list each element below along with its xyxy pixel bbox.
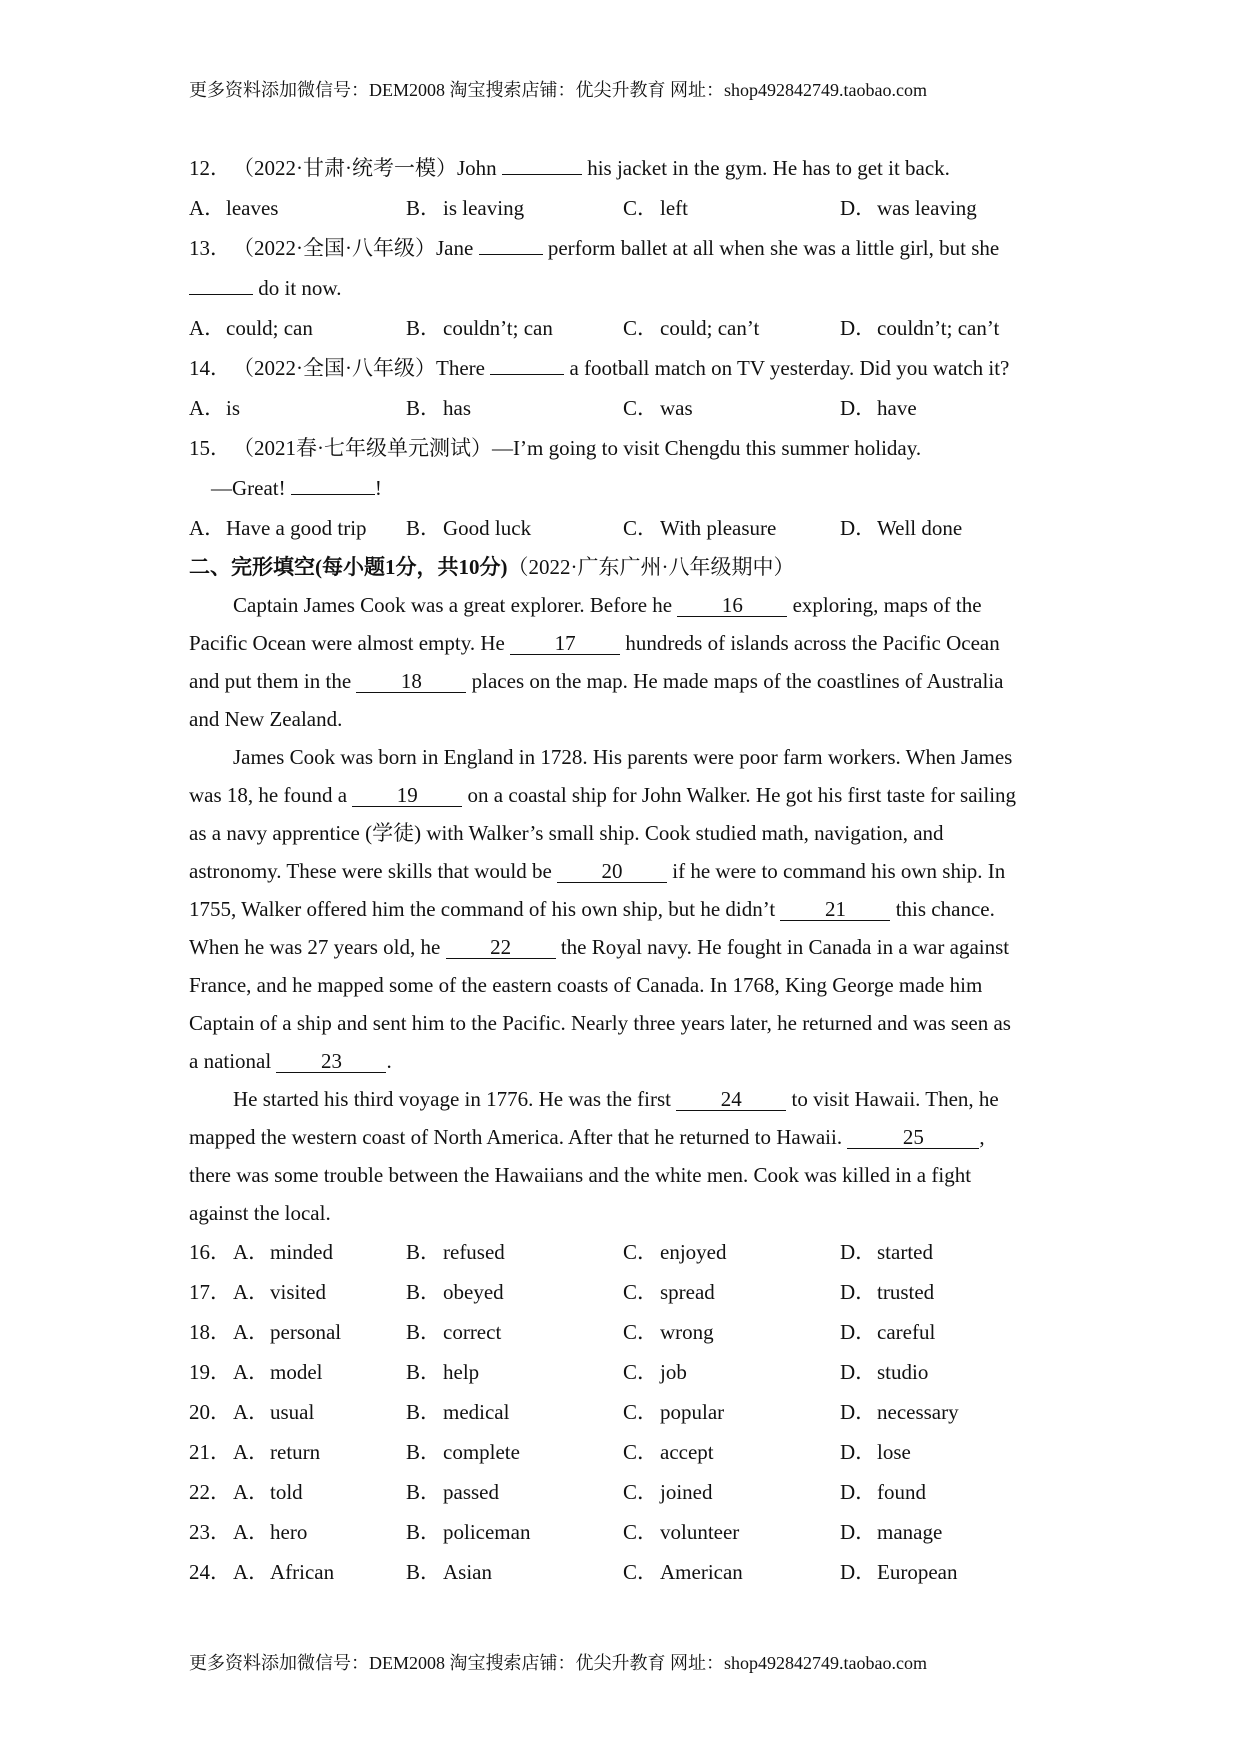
- question-15: [189, 428, 1059, 468]
- answer-blank: [502, 152, 582, 175]
- question-number: 15．: [189, 436, 231, 460]
- option-b: B．passed: [406, 1480, 499, 1504]
- option-b: B．policeman: [406, 1520, 531, 1544]
- question-14: [189, 348, 1059, 388]
- option-c: C．could; can’t: [623, 316, 760, 340]
- option-b: B．correct: [406, 1320, 502, 1344]
- answer-blank: [291, 472, 375, 495]
- option-c: C．enjoyed: [623, 1240, 727, 1264]
- question-12: [189, 148, 1059, 188]
- question-text: a football match on TV yesterday. Did you watch it?: [564, 356, 1010, 380]
- passage-line: a national 23 .: [189, 1049, 392, 1073]
- option-c: C．was: [623, 396, 693, 420]
- question-source: （2022·全国·八年级）: [233, 236, 436, 260]
- numbered-blank: 19: [352, 784, 462, 807]
- option-d: D．European: [840, 1560, 958, 1584]
- options-13: [189, 308, 1059, 348]
- question-source: （2021春·七年级单元测试）: [233, 436, 492, 460]
- option-b: B．has: [406, 396, 471, 420]
- option-a: A．personal: [233, 1320, 342, 1344]
- numbered-blank: 18: [356, 670, 466, 693]
- passage-line: Pacific Ocean were almost empty. He 17 hundreds of islands across the Pacific Ocean: [189, 631, 1000, 655]
- section-heading: [189, 548, 1059, 586]
- cloze-row-21: 21． A．return B．complete C．accept D．lose: [189, 1432, 1059, 1472]
- cloze-row-16: 16． A．minded B．refused C．enjoyed D．started: [189, 1232, 1059, 1272]
- question-number: 13．: [189, 236, 231, 260]
- answer-blank: [490, 352, 564, 375]
- option-d: D．trusted: [840, 1280, 935, 1304]
- question-source: （2022·全国·八年级）: [233, 356, 436, 380]
- option-a: A．usual: [233, 1400, 315, 1424]
- passage-line: mapped the western coast of North America. After that he returned to Hawaii. 25 ,: [189, 1125, 985, 1149]
- option-a: A．could; can: [189, 316, 313, 340]
- cloze-row-17: 17． A．visited B．obeyed C．spread D．trusted: [189, 1272, 1059, 1312]
- option-b: B．medical: [406, 1400, 510, 1424]
- option-b: B．Good luck: [406, 516, 532, 540]
- cloze-options: [189, 1232, 1059, 1592]
- page-header: 更多资料添加微信号：DEM2008 淘宝搜索店铺：优尖升教育 网址：shop492842749.taobao.com: [189, 80, 927, 100]
- option-a: A．visited: [233, 1280, 326, 1304]
- question-text: his jacket in the gym. He has to get it back.: [581, 156, 950, 180]
- option-b: B．refused: [406, 1240, 505, 1264]
- question-text: !: [374, 476, 382, 500]
- option-a: A．hero: [233, 1520, 308, 1544]
- option-a: A．Have a good trip: [189, 516, 367, 540]
- answer-blank: [479, 232, 543, 255]
- option-c: C．popular: [623, 1400, 725, 1424]
- passage-line: and New Zealand.: [189, 707, 343, 731]
- option-c: C．spread: [623, 1280, 715, 1304]
- option-c: C．job: [623, 1360, 687, 1384]
- question-number: 12．: [189, 156, 231, 180]
- question-text: —Great!: [211, 476, 291, 500]
- page-footer: 更多资料添加微信号：DEM2008 淘宝搜索店铺：优尖升教育 网址：shop492842749.taobao.com: [189, 1653, 927, 1673]
- passage-line: Captain of a ship and sent him to the Pacific. Nearly three years later, he returned and was seen as: [189, 1011, 1011, 1035]
- question-number: 14．: [189, 356, 231, 380]
- question-15-reply: [189, 468, 1059, 508]
- option-a: A．model: [233, 1360, 323, 1384]
- option-a: A．is: [189, 396, 241, 420]
- option-c: C．accept: [623, 1440, 714, 1464]
- option-a: A．minded: [233, 1240, 333, 1264]
- numbered-blank: 17: [510, 632, 620, 655]
- option-d: D．manage: [840, 1520, 943, 1544]
- passage-line: and put them in the 18 places on the map. He made maps of the coastlines of Australia: [189, 669, 1004, 693]
- question-text: —I’m going to visit Chengdu this summer holiday.: [492, 436, 922, 460]
- cloze-row-24: 24． A．African B．Asian C．American D．European: [189, 1552, 1059, 1592]
- option-d: D．have: [840, 396, 917, 420]
- numbered-blank: 23: [276, 1050, 386, 1073]
- options-12: [189, 188, 1059, 228]
- numbered-blank: 20: [557, 860, 667, 883]
- option-c: C．With pleasure: [623, 516, 777, 540]
- numbered-blank: 22: [446, 936, 556, 959]
- option-d: D．Well done: [840, 516, 963, 540]
- option-c: C．volunteer: [623, 1520, 740, 1544]
- option-d: D．found: [840, 1480, 926, 1504]
- passage-line: was 18, he found a 19 on a coastal ship for John Walker. He got his first taste for sailing: [189, 783, 1017, 807]
- option-b: B．couldn’t; can: [406, 316, 553, 340]
- passage-line: astronomy. These were skills that would be 20 if he were to command his own ship. In: [189, 859, 1006, 883]
- passage-line: He started his third voyage in 1776. He was the first 24 to visit Hawaii. Then, he: [233, 1087, 999, 1111]
- option-a: A．told: [233, 1480, 303, 1504]
- passage-line: there was some trouble between the Hawaiians and the white men. Cook was killed in a fight: [189, 1163, 972, 1187]
- passage-line: James Cook was born in England in 1728. His parents were poor farm workers. When James: [233, 745, 1013, 769]
- option-c: C．American: [623, 1560, 743, 1584]
- options-14: [189, 388, 1059, 428]
- option-b: B．Asian: [406, 1560, 492, 1584]
- option-c: C．joined: [623, 1480, 713, 1504]
- option-d: D．was leaving: [840, 196, 977, 220]
- numbered-blank: 21: [780, 898, 890, 921]
- exam-content: [189, 148, 1059, 1592]
- question-text: Jane: [436, 236, 479, 260]
- option-a: A．African: [233, 1560, 335, 1584]
- option-d: D．careful: [840, 1320, 936, 1344]
- option-b: B．is leaving: [406, 196, 525, 220]
- option-d: D．couldn’t; can’t: [840, 316, 1000, 340]
- option-b: B．help: [406, 1360, 480, 1384]
- question-text: do it now.: [253, 276, 342, 300]
- option-c: C．wrong: [623, 1320, 714, 1344]
- option-c: C．left: [623, 196, 688, 220]
- passage-line: When he was 27 years old, he 22 the Royal navy. He fought in Canada in a war against: [189, 935, 1010, 959]
- section-title: 二、完形填空(每小题1分，共10分): [189, 555, 508, 579]
- numbered-blank: 25: [847, 1126, 979, 1149]
- cloze-row-20: 20． A．usual B．medical C．popular D．necessary: [189, 1392, 1059, 1432]
- passage-line: as a navy apprentice (学徒) with Walker’s small ship. Cook studied math, navigation, and: [189, 821, 944, 845]
- option-d: D．necessary: [840, 1400, 959, 1424]
- passage-line: against the local.: [189, 1201, 331, 1225]
- question-text: perform ballet at all when she was a little girl, but she: [542, 236, 1000, 260]
- cloze-row-23: 23． A．hero B．policeman C．volunteer D．manage: [189, 1512, 1059, 1552]
- question-text: John: [457, 156, 502, 180]
- cloze-row-19: 19． A．model B．help C．job D．studio: [189, 1352, 1059, 1392]
- option-d: D．started: [840, 1240, 933, 1264]
- question-text: There: [436, 356, 491, 380]
- option-b: B．obeyed: [406, 1280, 504, 1304]
- passage-line: France, and he mapped some of the eastern coasts of Canada. In 1768, King George made him: [189, 973, 983, 997]
- question-13: [189, 228, 1059, 268]
- option-a: A．return: [233, 1440, 321, 1464]
- question-13-cont: [189, 268, 1059, 308]
- option-d: D．lose: [840, 1440, 911, 1464]
- cloze-row-18: 18． A．personal B．correct C．wrong D．careful: [189, 1312, 1059, 1352]
- options-15: [189, 508, 1059, 548]
- answer-blank: [189, 272, 253, 295]
- option-d: D．studio: [840, 1360, 929, 1384]
- section-source: （2022·广东广州·八年级期中）: [507, 555, 795, 579]
- question-source: （2022·甘肃·统考一模）: [233, 156, 457, 180]
- option-a: A．leaves: [189, 196, 279, 220]
- option-b: B．complete: [406, 1440, 520, 1464]
- passage-line: Captain James Cook was a great explorer. Before he 16 exploring, maps of the: [233, 593, 982, 617]
- cloze-row-22: 22． A．told B．passed C．joined D．found: [189, 1472, 1059, 1512]
- numbered-blank: 24: [676, 1088, 786, 1111]
- passage-line: 1755, Walker offered him the command of his own ship, but he didn’t 21 this chance.: [189, 897, 995, 921]
- numbered-blank: 16: [677, 594, 787, 617]
